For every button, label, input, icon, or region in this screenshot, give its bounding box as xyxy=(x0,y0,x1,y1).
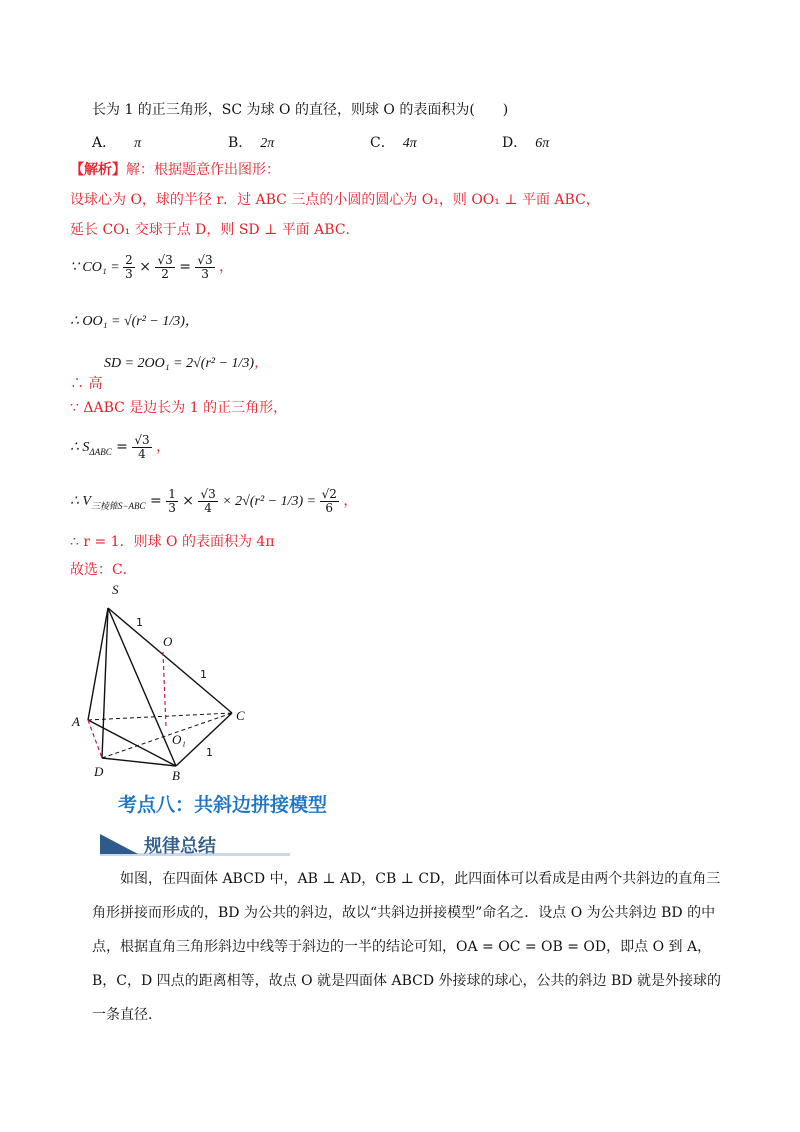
label-o: O xyxy=(163,634,173,649)
solution-line-8: ∴ $V_{三棱锥S-ABC}$ = $\frac{1}{3}$ × $\frac{√3}{4}$ × 2√(r² − 1/3) = $\frac{√2}{6}$ ， xyxy=(70,486,358,515)
label-c: C xyxy=(236,708,245,723)
edge-o-o1-dashed xyxy=(163,652,166,727)
option-d: D． 6π xyxy=(502,135,550,151)
edge-label-sc-top: 1 xyxy=(136,616,143,629)
problem-stem: 长为 1 的正三角形，SC 为球 O 的直径，则球 O 的表面积为( ) xyxy=(92,102,509,118)
edge-s-d xyxy=(102,608,108,758)
solution-line-4: ∴ OO₁ = √(r² − 1/3)， xyxy=(70,314,199,329)
edge-label-bc: 1 xyxy=(206,746,213,759)
summary-banner xyxy=(100,832,290,856)
solution-line-5-prefix: ∴ 高 xyxy=(70,376,103,392)
edge-s-a xyxy=(88,608,108,720)
label-b: B xyxy=(172,768,180,780)
section-heading: 考点八：共斜边拼接模型 xyxy=(118,794,328,816)
solution-line-1: 设球心为 O，球的半径 r．过 ABC 三点的小圆的圆心为 O₁，则 OO₁ ⊥ 平面 ABC， xyxy=(70,192,600,208)
solution-line-6: ∵ ΔABC 是边长为 1 的正三角形， xyxy=(70,400,288,416)
label-s: S xyxy=(112,582,119,597)
solution-line-7: ∴ $S_{\Delta ABC}$ = $\frac{√3}{4}$ ， xyxy=(70,432,171,461)
solution-intro-text: 解：根据题意作出图形： xyxy=(126,162,280,178)
solution-answer: 故选：C． xyxy=(70,562,137,578)
option-c: C． 4π xyxy=(370,135,417,151)
edge-a-b xyxy=(88,720,176,766)
label-d: D xyxy=(94,764,104,779)
solution-line-3: ∵ CO₁ = $\frac{2}{3}$ × $\frac{√3}{2}$ = $\frac{√3}{3}$ ， xyxy=(70,252,234,281)
edge-s-c xyxy=(108,608,232,713)
option-b: B． 2π xyxy=(228,135,275,151)
tetrahedron-figure xyxy=(68,580,268,780)
solution-intro xyxy=(70,160,280,180)
solution-line-2: 延长 CO₁ 交球于点 D，则 SD ⊥ 平面 ABC． xyxy=(70,222,360,238)
banner-triangle-icon xyxy=(100,834,138,854)
option-a: A． π xyxy=(92,135,142,151)
edge-a-c-dashed xyxy=(88,713,232,720)
edge-d-b xyxy=(102,758,176,766)
banner-title: 规律总结 xyxy=(144,836,216,857)
solution-tag: 【解析】 xyxy=(70,162,126,178)
edge-s-b xyxy=(108,608,176,766)
label-o1: O₁ xyxy=(172,732,186,747)
solution-line-5: SD = 2OO₁ = 2√(r² − 1/3)， xyxy=(104,356,269,371)
solution-line-9: ∴ r = 1．则球 O 的表面积为 4π xyxy=(70,534,275,550)
label-a: A xyxy=(72,714,80,729)
section-paragraph: 如图，在四面体 ABCD 中，AB ⊥ AD，CB ⊥ CD，此四面体可以看成是由两个共斜边的直角三角形拼接而形成的，BD 为公共的斜边，故以“共斜边拼接模型”命名之．设点 O 为公共斜边 BD 的中点，根据直角三角形斜边中线等于斜边的一半的结论可知，OA = OC = OB = OD，即点 O 到 A，B，C，D 四点的距离相等，故点 O 就是四面体 ABCD 外接球的球心，公共的斜边 BD 就是外接球的一条直径． xyxy=(92,871,721,1023)
edge-label-sc-bottom: 1 xyxy=(200,668,207,681)
